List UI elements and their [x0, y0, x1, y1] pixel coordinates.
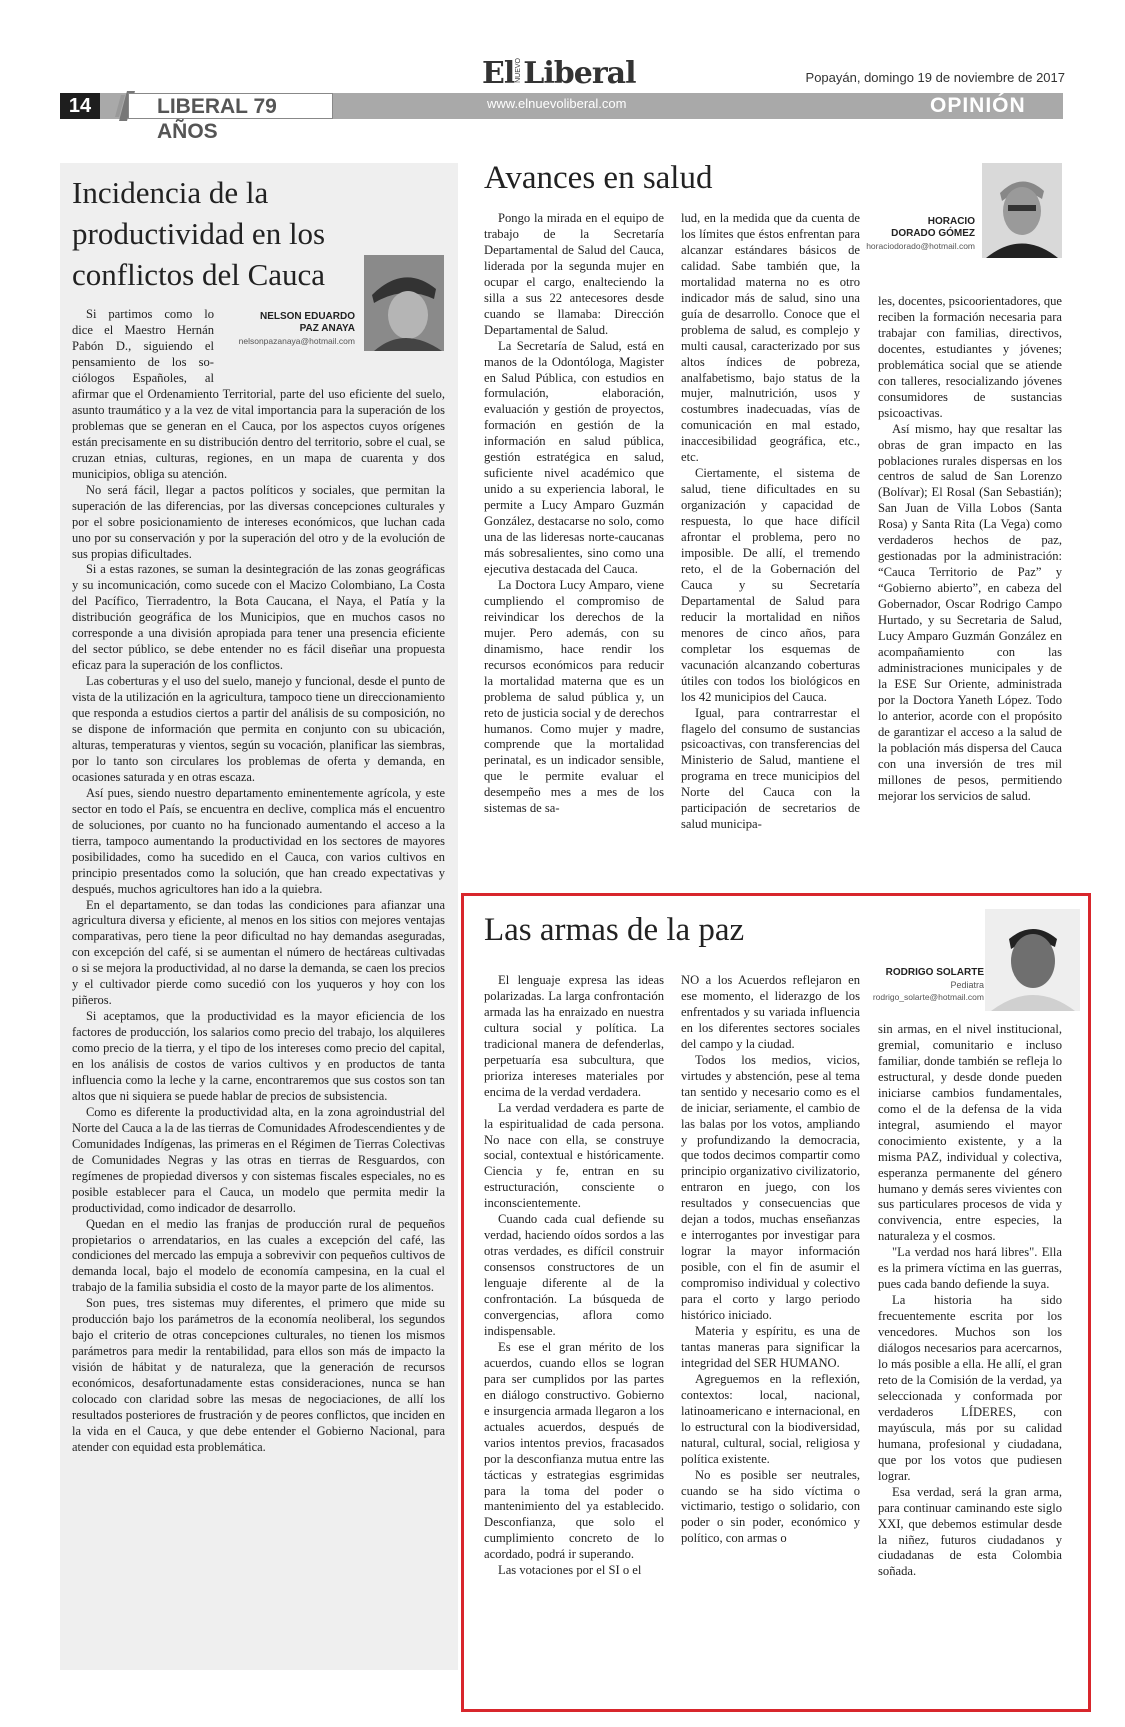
paragraph: sin armas, en el nivel institucional, gremial, comunitario e incluso familiar, donde también se refleja lo estructural, y desde donde pueden iniciarse cambios fundamentales, como el de la defensa de la vida integral, asumiendo el mayor conocimiento existente, y a la misma PAZ, individual y colectiva, esperanza permanente del género humano y demás seres vivientes con sus particulares procesos de vida y convivencia, entre especies, la naturaleza y el cosmos.: [878, 1022, 1062, 1244]
paragraph: Materia y espíritu, es una de tantas maneras para significar la integridad del SER HUMANO.: [681, 1323, 860, 1370]
section-tag: LIBERAL 79 AÑOS: [128, 93, 333, 119]
intro-line: Si partimos como lo: [86, 307, 214, 321]
page-number: 14: [60, 93, 100, 119]
paragraph: Las votaciones por el SI o el: [498, 1563, 642, 1578]
author-role: Pediatra: [950, 980, 984, 990]
paragraph: Igual, para contrarrestar el flagelo del consumo de sustancias psicoactivas, con transferencias del Ministerio de Salud, mantiene el programa en trece municipios del Norte del Cauca con la participación de secretarios de salud municipa-: [681, 705, 860, 832]
paragraph: Las coberturas y el uso del suelo, manejo y funcional, desde el punto de vista de la utilización en la agricultura, tampoco tiene un direccionamiento que responda a estudios ciertos a partir del análisis de su composición, no se dispone de información que permita en conjunto con su ubicación, alturas, temperaturas y vientos, según su vocación, planificar las siembras, por lo tanto son circulares los problemas de oferta y demanda, en ocasiones saturada y en otras escaza.: [72, 674, 445, 784]
paragraph: Es ese el gran mérito de los acuerdos, cuando ellos se logran para ser cumplidos por las partes en diálogo constructivo. Gobierno e insurgencia armada llegaron a los actuales acuerdos, después de varios intentos previos, fracasados por la desconfianza mutua entre las tácticas y estrategias esgrimidas para la toma del poder o mantenimiento del ya establecido. Desconfianza, que solo el cumplimiento concreto de lo acordado, podrá ir superando.: [484, 1339, 664, 1562]
intro-line: ciólogos Españoles, al: [72, 370, 214, 385]
author-name-line1: NELSON EDUARDO: [259, 311, 355, 322]
paragraph: Cuando cada cual defiende su verdad, haciendo oídos sordos a las otras verdades, es difícil construir consensos constructores de un lenguaje diferente al de la confrontación. La búsqueda de convergencias, aflora como indispensable.: [484, 1212, 664, 1338]
paragraph: Pongo la mirada en el equipo de trabajo de la Secretaría Departamental de Salud del Cauca, liderada por la segunda mujer en ocupar el cargo, enalteciendo la silla a sus 22 antecesores desde cuando se llamaba: Dirección Departamental de Salud.: [484, 211, 664, 337]
paragraph: NO a los Acuerdos reflejaron en ese momento, el liderazgo de los enfrentados y su variada influencia en los diferentes sectores sociales del campo y la ciudad.: [681, 973, 860, 1051]
author-email: horaciodorado@hotmail.com: [866, 241, 975, 251]
author-photo-nelson: [364, 255, 444, 351]
author-name-line1: HORACIO: [927, 216, 975, 227]
author-photo-horacio: [982, 163, 1062, 258]
salud-article-title: Avances en salud: [484, 160, 713, 196]
dateline: Popayán, domingo 19 de noviembre de 2017: [805, 70, 1065, 85]
author-photo-rodrigo: [985, 909, 1080, 1011]
paragraph: En el departamento, se dan todas las condiciones para afianzar una agricultura diversa y eficiente, al menos en los sitios con mejores ventajas comparativas, pero tiene la peor dificultad no hay demandas aseguradas, con excepción del café, si se aumentan el número de hectáreas cultivadas o si se mejora la productividad, al no darse la demanda, se caen los precios y el cultivador pierde como sucedió con los yuqueros y hoy con los piñeros.: [72, 897, 445, 1008]
paragraph: La verdad verdadera es parte de la espiritualidad de cada persona. No nace con ella, se construye social, contextual e históricamente. Ciencia y fe, entran en su estructuración, consciente o inconscientemente.: [484, 1100, 664, 1211]
paragraph: "La verdad nos hará libres". Ella es la primera víctima en las guerras, pues cada bando defiende la suya.: [878, 1245, 1062, 1292]
logo-nuevo: NUEVO: [515, 58, 523, 83]
paragraph: Todos los medios, vicios, virtudes y abstención, pese al tema tan sentido y necesario como es el de iniciar, seriamente, el cambio de las balas por los votos, ampliando y profundizando la democracia, que todos decimos compartir como principio organizativo civilizatorio, entraron en juego, con los resultados y consecuencias que dejan a todos, muchas enseñanzas e interrogantes por investigar para lograr la mayor información posible, con el fin de asumir el compromiso individual y colectivo para el corto y largo periodo histórico iniciado.: [681, 1052, 860, 1323]
author-email: rodrigo_solarte@hotmail.com: [872, 992, 984, 1002]
author-name: RODRIGO SOLARTE: [885, 967, 984, 978]
salud-column-3: [878, 294, 1062, 805]
paragraph: Si a estas razones, se suman la desintegración de las zonas geográficas y su incomunicación, como sucede con el Macizo Colombiano, La Costa del Pacífico, Tierradentro, la Bota Caucana, el Naya, el Patía y la distribución geográfica de los Municipios, que en muchos casos no corresponde a una división apropiada para tener una presencia eficiente del sector público, se debe entender no es fácil diseñar una propuesta eficaz para la superación de los conflictos.: [72, 562, 445, 673]
paragraph: Ciertamente, el sistema de salud, tiene dificultades en su organización y capacidad de respuesta, lo que hace difícil afrontar el problema, pero no imposible. De allí, el tremendo reto, el de la Gobernación del Cauca y su Secretaría Departamental de Salud para reducir la mortalidad en niños menores de cinco años, para completar los esquemas de vacunación alcanzando coberturas útiles con todos los biológicos en los 42 municipios del Cauca.: [681, 466, 860, 704]
newspaper-logo: [482, 56, 642, 92]
author-name-line2: DORADO GÓMEZ: [891, 228, 975, 239]
author-email: nelsonpazanaya@hotmail.com: [238, 336, 355, 346]
left-article-byline: [210, 311, 355, 347]
paz-column-2: [681, 973, 860, 1547]
paz-column-1: [484, 973, 664, 1579]
paragraph: La Doctora Lucy Amparo, viene cumpliendo el compromiso de reivindicar los derechos de la mujer. Pero además, con su dinamismo, hace rendir los recursos económicos para reducir la mortalidad materna que es un problema de salud pública y, un reto de justicia social y de derechos humanos. Como mujer y madre, comprende que la mortalidad perinatal, es un indicador sensible, que le permite evaluar el desempeño mes a mes de los sistemas de sa-: [484, 577, 664, 816]
logo-el: El: [482, 56, 515, 91]
intro-line: dice el Maestro Hernán: [72, 322, 214, 337]
salud-column-2: [681, 211, 860, 833]
paragraph: Como es diferente la productividad alta, en la zona agroindustrial del Norte del Cauca a la de las tierras de Comunidades Afrodescendientes y de Comunidades Indígenas, las primeras en el Régimen de Tierras Colectivas de Comunidades Negras y las otras en tierras de Resguardos, con regímenes de propiedad diversos y con sistemas fiscales especiales, no es posible establecer para el Cauca, un modelo que permita medir la productividad, como indicador de desarrollo.: [72, 1104, 445, 1215]
paz-column-3: [878, 1022, 1062, 1580]
paragraph: les, docentes, psicoorientadores, que reciben la formación necesaria para trabajar con familias, directivos, docentes, estudiantes y jóvenes; problemática social que se atiende con talleres, resocializando jóvenes consumidores de sustancias psicoactivas.: [878, 294, 1062, 420]
left-article-title: Incidencia de la productividad en los conflictos del Cauca: [72, 175, 326, 292]
intro-line: Pabón D., siguiendo el: [72, 338, 214, 353]
paragraph: Así pues, siendo nuestro departamento eminentemente agrícola, y este sector en todo el País, se encuentra en declive, complica más el encuentro de soluciones, por cuanto no ha funcionado aumentando el acceso a la tierra, tampoco aumentando la productividad en los sectores de mayores posibilidades, como ha sucedido en el Cauca, con varios cultivos en principio presentados como la solución, que han creado expectativas y después, muchos agricultores han ido a la quiebra.: [72, 785, 445, 896]
left-article-body: [72, 387, 445, 1456]
left-article-intro: [72, 307, 214, 387]
paragraph: La historia ha sido frecuentemente escrita por los vencedores. Muchos son los diálogos necesarios para acercarnos, lo más posible a ella. He allí, el gran reto de la Comisión de la verdad, ya seleccionada y conformada por verdaderos LÍDERES, con mayúscula, más por su calidad humana, profesional y ciudadana, que por los votos que pudiesen lograr.: [878, 1293, 1062, 1483]
paragraph: afirmar que el Ordenamiento Territorial, parte del uso eficiente del suelo, asunto traumático y a la vez de vital importancia para la superación de los problemas que se generan en el Cauca, por los aspectos cuyos orígenes están precisamente en su distribución dentro del territorio, sobre el cual, se cruzan etnias, culturas, regiones, en un mapa de cuarenta y dos municipios, obliga su atención.: [72, 387, 445, 481]
paragraph: Quedan en el medio las franjas de producción rural de pequeños propietarios o arrendatarios, en las cuales a excepción del café, las condiciones del mercado las empuja a sobrevivir con pequeños cultivos de demanda local, bajo el modelo de economía campesina, en la cual el trabajo de la familia subsidia el costo de la mayor parte de los alimentos.: [72, 1216, 445, 1295]
paragraph: lud, en la medida que da cuenta de los límites que éstos enfrentan para alcanzar estándares básicos de calidad. Sabe también que, la mortalidad materna no es otro indicador más de salud, sino una guía de desarrollo. Conoce que el problema de salud, es complejo y multi causal, caracterizado por sus altos índices de pobreza, analfabetismo, bajo status de la mujer, malnutrición, usos y costumbres inadecuadas, vías de comunicación en mal estado, inaccesibilidad geográfica, etc., etc.: [681, 211, 860, 465]
paragraph: La Secretaría de Salud, está en manos de la Odontóloga, Magister en Salud Pública, con estudios en formulación, elaboración, evaluación y gestión de proyectos, formación en gestión de la información en salud pública, gestión estratégica en salud, suficiente nivel académico que unido a su experiencia laboral, le permite a Lucy Amparo Guzmán González, destacarse no solo, como una de las lideresas norte-caucanas más sobresalientes, sino como una ejecutiva destacada del Cauca.: [484, 338, 664, 576]
paz-article-byline: [850, 967, 984, 1003]
intro-line: pensamiento de los so-: [72, 354, 214, 369]
paragraph: Son pues, tres sistemas muy diferentes, el primero que mide su producción bajo los parámetros de la economía neoliberal, los segundos bajo el criterio de otras concepciones culturales, no tienen los mismos parámetros para medir la rentabilidad, para ellos son más de impacto la visión de hábitat y de naturaleza, que la generación de recursos económicos, desafortunadamente estas consideraciones, nunca se han colocado con claridad sobre las mesas de negociaciones, de allí los resultados posteriores de frustración y de peores conflictos, que inciden en la vida en el Cauca, y que debe entender el Gobierno Nacional, para atender con equidad esta problemática.: [72, 1296, 445, 1454]
paragraph: Así mismo, hay que resaltar las obras de gran impacto en las poblaciones rurales dispersas en los centros de salud de San Lorenzo (Bolívar); El Rosal (San Sebastián); San Juan de Villa Lobos (Santa Rosa) y Santa Rita (La Vega) como verdaderos hechos de paz, gestionadas por la administración: “Cauca Territorio de Paz” y “Gobierno abierto”, en cabeza del Gobernador, Oscar Rodrigo Campo Hurtado, y su Secretaria de Salud, Lucy Amparo Guzmán González en acompañamiento con las administraciones municipales y de la ESE Sur Oriente, administrada por la Doctora Yaneth López. Todo lo anterior, acorde con el propósito de garantizar el acceso a la salud de la población más dispersa del Cauca con una inversión de tres mil millones de pesos, permitiendo mejorar los servicios de salud.: [878, 421, 1062, 803]
website-url[interactable]: www.elnuevoliberal.com: [487, 96, 627, 111]
paragraph: El lenguaje expresa las ideas polarizadas. La larga confrontación armada las ha enraizado en nuestra cultura social y política. La tradicional manera de defenderlas, perpetuaría esa subcultura, que prioriza intereses materiales por encima de la verdad verdadera.: [484, 973, 664, 1099]
salud-column-1: [484, 211, 664, 817]
paragraph: No será fácil, llegar a pactos políticos y sociales, que permitan la superación de las diferencias, por las diversas concepciones culturales y por el sobre posicionamiento de intereses económicos, que luchan cada uno por su conservación y por la superación del otro y de la evolución de sus propias dificultades.: [72, 482, 445, 561]
paragraph: Esa verdad, será la gran arma, para continuar caminando este siglo XXI, que debemos estimular desde la niñez, futuros ciudadanos y ciudadanas de esta Colombia soñada.: [878, 1484, 1062, 1579]
section-title: OPINIÓN: [930, 94, 1026, 117]
paragraph: Si aceptamos, que la productividad es la mayor eficiencia de los factores de producción, los salarios como precio del trabajo, los alquileres como precio de la tierra, y el tipo de los intereses como precio del capital, en los análisis de costos de varios cultivos y en productos de tanta influencia como la leche y la carne, encontraremos que sus costos son tan altos que ni siquiera se puede hablar de precios de subsistencia.: [72, 1009, 445, 1103]
author-name-line2: PAZ ANAYA: [299, 323, 355, 334]
paragraph: Agreguemos en la reflexión, contextos: local, nacional, latinoamericano e internacional, en lo estructural con la biodiversidad, natural, cultural, social, religiosa y política existente.: [681, 1371, 860, 1466]
logo-liberal: Liberal: [523, 56, 636, 91]
paz-article-title: Las armas de la paz: [484, 912, 745, 948]
paragraph: No es posible ser neutrales, cuando se ha sido víctima o victimario, testigo o solidario, con poder o sin poder, económico y político, con armas o: [681, 1467, 860, 1546]
